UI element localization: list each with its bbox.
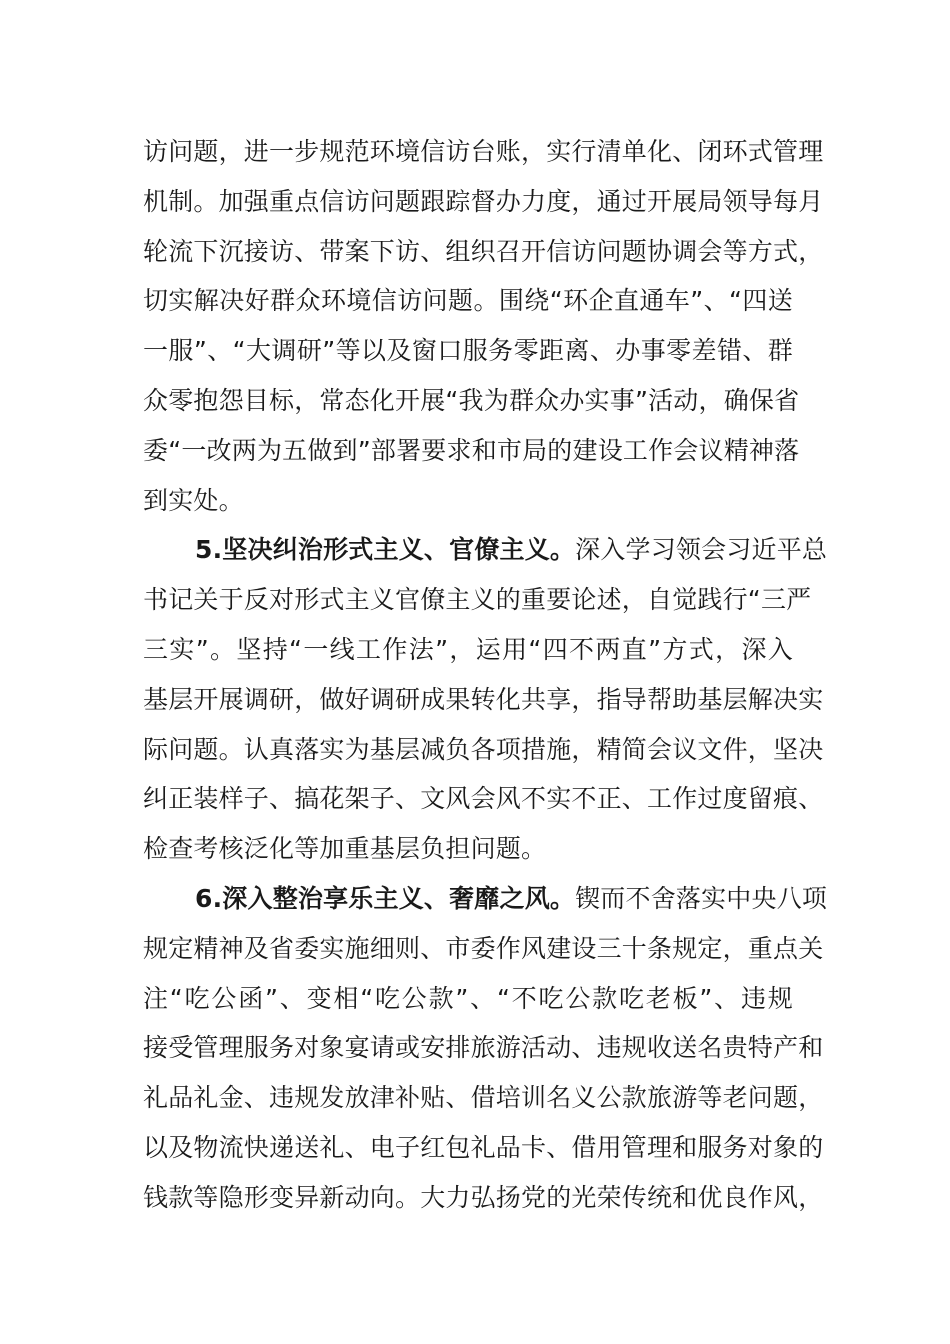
text-run: 锲而不舍落实中央八项: [575, 883, 828, 913]
text-line: 钱款等隐形变异新动向。大力弘扬党的光荣传统和优良作风，: [143, 1182, 824, 1212]
text-line: 书记关于反对形式主义官僚主义的重要论述，自觉践行“三严: [143, 585, 812, 615]
text-line: 到实处。: [143, 485, 244, 515]
section-heading: 6.深入整治享乐主义、奢靡之风。: [195, 883, 576, 913]
text-line: 基层开展调研，做好调研成果转化共享，指导帮助基层解决实: [143, 684, 824, 714]
paragraph-6: [143, 874, 828, 1223]
text-line: 切实解决好群众环境信访问题。围绕“环企直通车”、“四送: [143, 286, 793, 316]
text-line: 检查考核泛化等加重基层负担问题。: [143, 834, 547, 864]
text-line: 访问题，进一步规范环境信访台账，实行清单化、闭环式管理: [143, 137, 824, 166]
text-line: 纠正装样子、搞花架子、文风会风不实不正、工作过度留痕、: [143, 784, 824, 814]
text-line: 以及物流快递送礼、电子红包礼品卡、借用管理和服务对象的: [143, 1132, 824, 1162]
text-line: 注“吃公函”、变相“吃公款”、“不吃公款吃老板”、违规: [143, 983, 793, 1013]
paragraph-5: [143, 525, 828, 874]
text-line: 众零抱怨目标，常态化开展“我为群众办实事”活动，确保省: [143, 385, 800, 415]
text-line: 三实”。坚持“一线工作法”，运用“四不两直”方式，深入: [143, 634, 793, 664]
text-line: 规定精神及省委实施细则、市委作风建设三十条规定，重点关: [143, 933, 824, 963]
paragraph-first-line: [143, 874, 828, 924]
text-line: 委“一改两为五做到”部署要求和市局的建设工作会议精神落: [143, 435, 800, 465]
text-line: 际问题。认真落实为基层减负各项措施，精简会议文件，坚决: [143, 734, 824, 764]
text-run: 深入学习领会习近平总: [575, 535, 828, 565]
text-line: 机制。加强重点信访问题跟踪督办力度，通过开展局领导每月: [143, 186, 824, 216]
paragraph-4-continued: [143, 127, 824, 525]
text-line: 接受管理服务对象宴请或安排旅游活动、违规收送名贵特产和: [143, 1033, 824, 1063]
text-line: 礼品礼金、违规发放津补贴、借培训名义公款旅游等老问题，: [143, 1083, 824, 1113]
paragraph-first-line: [143, 525, 828, 575]
text-line: 轮流下沉接访、带案下访、组织召开信访问题协调会等方式，: [143, 236, 824, 266]
text-line: 一服”、“大调研”等以及窗口服务零距离、办事零差错、群: [143, 336, 793, 366]
document-body: [143, 127, 828, 1223]
section-heading: 5.坚决纠治形式主义、官僚主义。: [195, 535, 576, 565]
